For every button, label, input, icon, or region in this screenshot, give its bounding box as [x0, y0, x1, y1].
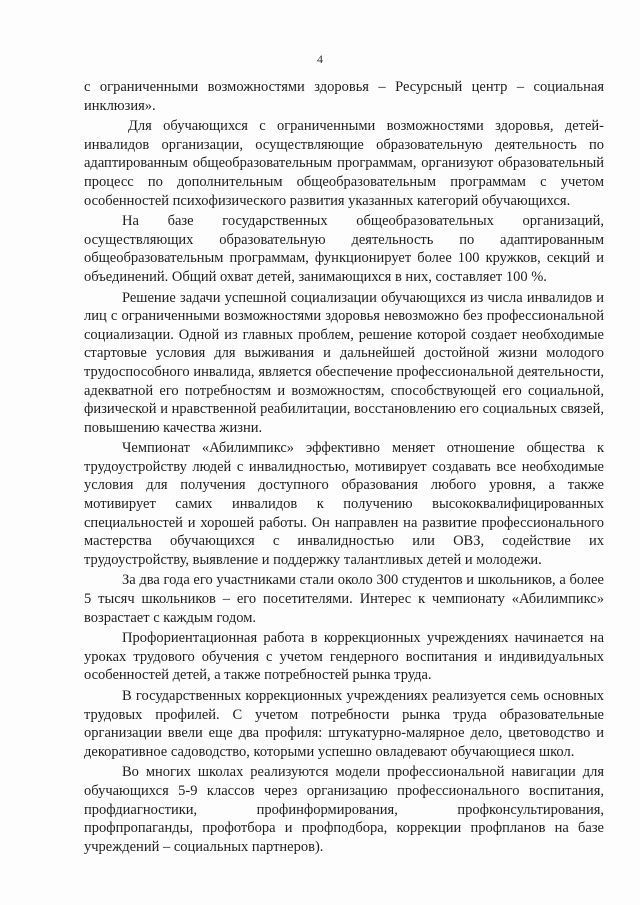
paragraph-continuation: с ограниченными возможностями здоровья – Ресурсный центр – социальная инклюзия». [84, 79, 604, 114]
paragraph-proforientaciya: Профориентационная работа в коррекционных учреждениях начинается на уроках трудового обучения с учетом гендерного воспитания и индивидуальных особенностей детей, а также потребностей рынка труда. [84, 630, 604, 684]
paragraph-dop-obrazovanie: Для обучающихся с ограниченными возможностями здоровья, детей-инвалидов организации, осуществляющие образовательную деятельность по адаптированным общеобразовательным программам, организуют образовательный процесс по дополнительным общеобразовательным программам с учетом особенностей психофизического развития указанных категорий обучающихся. [84, 118, 604, 209]
page-number: 4 [317, 52, 323, 66]
paragraph-trudovye-profili: В государственных коррекционных учреждениях реализуется семь основных трудовых профилей. С учетом потребности рынка труда образовательные организации ввели еще два профиля: штукатурно-малярное дело, цветоводство и декоративное садоводство, которыми успешно овладевают обучающиеся школ. [84, 688, 604, 760]
document-body [84, 78, 604, 858]
paragraph-navigaciya: Во многих школах реализуются модели профессиональной навигации для обучающихся 5-9 классов через организацию профессионального воспитания, профдиагностики, профинформирования, профконсультирования, профпропаганды, профотбора и профподбора, коррекции профпланов на базе учреждений – социальных партнеров). [84, 764, 604, 855]
paragraph-abilimpiks: Чемпионат «Абилимпикс» эффективно меняет отношение общества к трудоустройству людей с инвалидностью, мотивирует создавать все необходимые условия для получения доступного образования любого уровня, а также мотивирует самих инвалидов к получению высококвалифицированных специальностей и хорошей работы. Он направлен на развитие профессионального мастерства обучающихся с инвалидностью или ОВЗ, содействие их трудоустройству, выявление и поддержку талантливых детей и молодежи. [84, 440, 604, 568]
paragraph-uchastniki: За два года его участниками стали около 300 студентов и школьников, а более 5 тысяч школьников – его посетителями. Интерес к чемпионату «Абилимпикс» возрастает с каждым годом. [84, 572, 604, 626]
paragraph-kruzhki: На базе государственных общеобразовательных организаций, осуществляющих образовательную деятельность по адаптированным общеобразовательным программам, функционирует более 100 кружков, секций и объединений. Общий охват детей, занимающихся в них, составляет 100 %. [84, 213, 604, 285]
paragraph-socializaciya: Решение задачи успешной социализации обучающихся из числа инвалидов и лиц с ограниченными возможностями здоровья невозможно без профессиональной социализации. Одной из главных проблем, решение которой создает необходимые стартовые условия для выживания и дальнейшей достойной жизни молодого трудоспособного инвалида, является обеспечение профессиональной деятельности, адекватной его потребностям и возможностям, способствующей его социальной, физической и нравственной реабилитации, восстановлению его социальных связей, повышению качества жизни. [84, 289, 604, 436]
